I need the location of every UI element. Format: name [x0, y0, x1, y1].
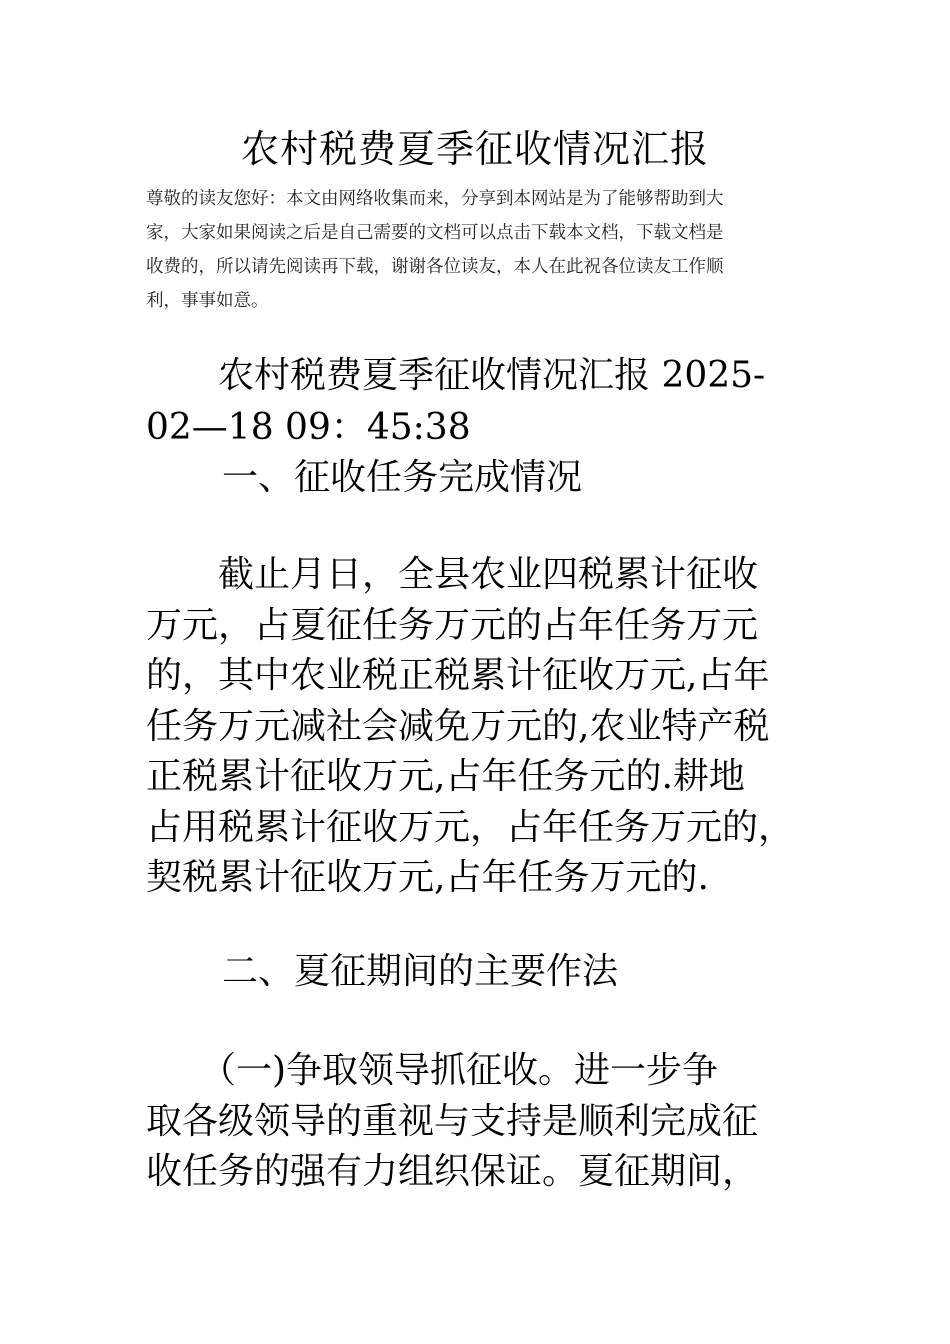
paragraph-line: 万元，占夏征任务万元的占年任务万元 — [146, 604, 759, 646]
heading-line: 02—18 09：45:38 — [146, 407, 471, 448]
section-2-title: 二、夏征期间的主要作法 — [222, 951, 619, 992]
notice-line: 利，事事如意。 — [146, 291, 269, 311]
paragraph-line: 收任务的强有力组织保证。夏征期间， — [146, 1151, 759, 1192]
section-1-paragraph — [146, 550, 836, 904]
section-1-title: 一、征收任务完成情况 — [222, 457, 583, 498]
paragraph-line: 截止月日，全县农业四税累计征收 — [146, 554, 759, 595]
notice-line: 家，大家如果阅读之后是自己需要的文档可以点击下载本文档，下载文档是 — [146, 223, 724, 243]
paragraph-line: 正税累计征收万元,占年任务元的.耕地 — [146, 756, 745, 797]
notice-line: 尊敬的读友您好：本文由网络收集而来，分享到本网站是为了能够帮助到大 — [146, 189, 724, 209]
heading-line: 农村税费夏季征收情况汇报 2025- — [146, 355, 766, 396]
paragraph-line: 的，其中农业税正税累计征收万元,占年 — [146, 655, 770, 696]
report-heading-datetime — [146, 350, 826, 454]
paragraph-line: 取各级领导的重视与支持是顺利完成征 — [146, 1100, 759, 1142]
paragraph-line: 任务万元减社会减免万元的,农业特产税 — [146, 705, 770, 747]
section-2-paragraph — [146, 1046, 836, 1198]
notice-line: 收费的，所以请先阅读再下载，谢谢各位读友，本人在此祝各位读友工作顺 — [146, 257, 724, 277]
download-notice — [146, 182, 806, 318]
paragraph-line: 契税累计征收万元,占年任务万元的. — [146, 857, 709, 898]
paragraph-line: 占用税累计征收万元，占年任务万元的， — [146, 806, 795, 848]
document-title: 农村税费夏季征收情况汇报 — [240, 127, 709, 171]
paragraph-line: （一)争取领导抓征收。进一步争 — [146, 1050, 719, 1091]
